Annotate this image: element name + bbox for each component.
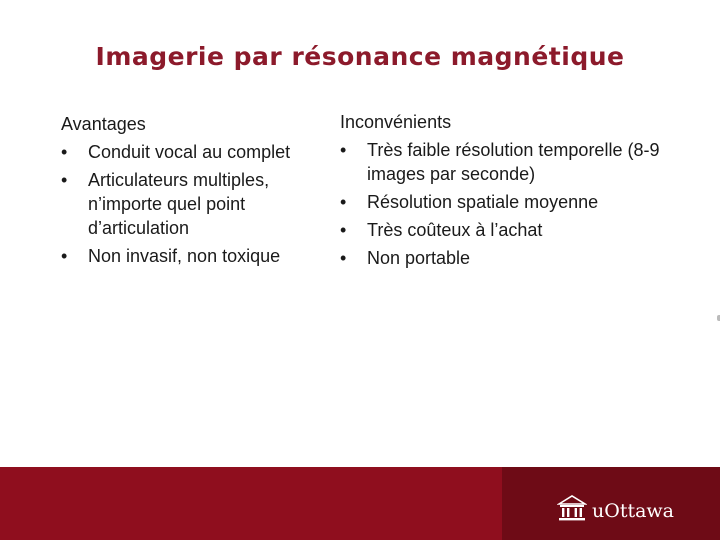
bullet-marker: • — [340, 192, 347, 212]
list-item — [340, 190, 660, 214]
disadvantages-list — [340, 138, 660, 270]
list-item-text: Non invasif, non toxique — [88, 246, 281, 266]
list-item-text: Très faible résolution temporelle (8-9 images par seconde) — [367, 140, 660, 184]
list-item — [61, 244, 291, 268]
list-item-text: Non portable — [367, 248, 471, 268]
bullet-marker: • — [61, 246, 68, 266]
disadvantages-heading: Inconvénients — [340, 112, 452, 132]
bullet-marker: • — [340, 220, 347, 240]
slide-title: Imagerie par résonance magnétique — [95, 42, 625, 71]
list-item-text: Articulateurs multiples, n’importe quel point d’articulation — [88, 170, 270, 238]
advantages-heading: Avantages — [61, 114, 146, 134]
list-item — [340, 138, 660, 186]
list-item-text: Résolution spatiale moyenne — [367, 192, 599, 212]
list-item — [61, 140, 291, 164]
footer-brand-block — [502, 467, 720, 540]
university-building-icon — [557, 494, 587, 522]
bullet-marker: • — [61, 142, 68, 162]
disadvantages-column — [340, 110, 660, 274]
list-item — [340, 246, 660, 270]
bullet-marker: • — [61, 170, 68, 190]
list-item — [61, 168, 291, 240]
list-item-text: Conduit vocal au complet — [88, 142, 291, 162]
uottawa-wordmark: uOttawa — [592, 500, 675, 522]
list-item-text: Très coûteux à l’achat — [367, 220, 543, 240]
list-item — [340, 218, 660, 242]
bullet-marker: • — [340, 248, 347, 268]
bullet-marker: • — [340, 140, 347, 160]
footer-band — [0, 467, 720, 540]
advantages-list — [61, 140, 291, 268]
advantages-column — [61, 112, 291, 272]
